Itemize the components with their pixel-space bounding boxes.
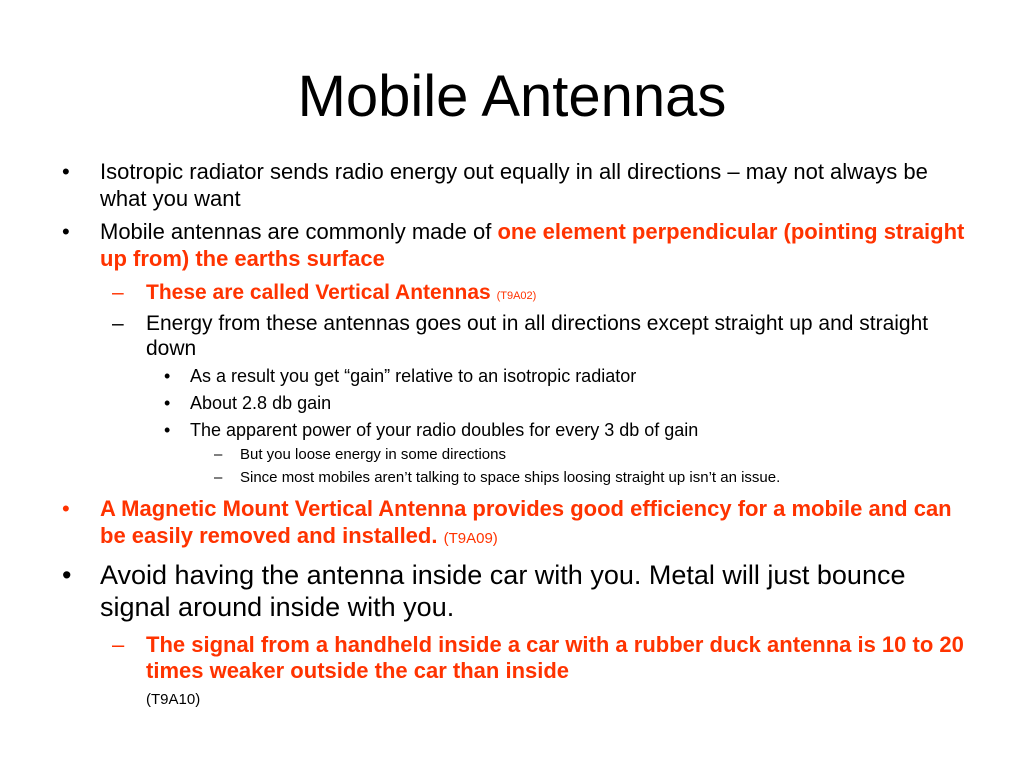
level3-item-power (164, 419, 970, 441)
bullet-lead-text: Mobile antennas are commonly made of (100, 219, 498, 244)
sub-bullet-vertical (112, 280, 976, 309)
sub-bullet-handheld (112, 632, 976, 713)
level3-item-gain (164, 365, 970, 387)
highlight-text: one element perpendicular (pointing straight up from) the earths surface (100, 219, 965, 271)
bullet-text: Isotropic radiator sends radio energy out equally in all directions – may not always be what you want (100, 159, 928, 211)
bullet-marker: • (62, 496, 70, 521)
level3-item-db (164, 392, 970, 414)
sub-bullet-text (146, 632, 976, 713)
bullet-isotropic (62, 158, 980, 212)
level4-item-space (214, 469, 1000, 487)
question-ref: (T9A10) (146, 691, 201, 708)
bullet-text: Avoid having the antenna inside car with you. Metal will just bounce signal around inside with you. (100, 560, 906, 622)
bullet-text (100, 495, 980, 552)
sub-bullet-text (146, 280, 976, 309)
dash-marker: – (214, 446, 223, 463)
bullet-marker: • (164, 420, 171, 440)
bullet-marker: • (62, 159, 70, 184)
dash-marker: – (214, 469, 223, 486)
level4-text: But you loose energy in some directions (240, 446, 506, 463)
highlight-text: A Magnetic Mount Vertical Antenna provides good efficiency for a mobile and can be easily removed and installed. (100, 496, 952, 548)
level4-item-loose (214, 446, 1000, 464)
bullet-magnetic-mount (62, 495, 980, 552)
dash-marker: – (112, 632, 125, 657)
level3-text: As a result you get “gain” relative to an isotropic radiator (190, 366, 637, 386)
sub-bullet-energy (112, 311, 976, 361)
bullet-avoid-inside (62, 559, 980, 623)
highlight-text: The signal from a handheld inside a car with a rubber duck antenna is 10 to 20 times weaker outside the car than inside (146, 632, 964, 683)
level3-text: About 2.8 db gain (190, 393, 332, 413)
bullet-marker: • (62, 219, 70, 244)
bullet-marker: • (62, 560, 72, 590)
dash-marker: – (112, 312, 124, 335)
level4-text: Since most mobiles aren’t talking to space ships loosing straight up isn’t an issue. (240, 469, 781, 486)
level3-text: The apparent power of your radio doubles for every 3 db of gain (190, 420, 699, 440)
highlight-text: These are called Vertical Antennas (146, 281, 491, 304)
question-ref: (T9A09) (443, 530, 498, 547)
bullet-marker: • (164, 366, 171, 386)
sub-bullet-text: Energy from these antennas goes out in all directions except straight up and straight down (146, 312, 929, 360)
bullet-marker: • (164, 393, 171, 413)
bullet-text (100, 218, 980, 272)
bullet-mobile-antennas (62, 218, 980, 272)
dash-marker: – (112, 281, 124, 304)
slide-title: Mobile Antennas (297, 64, 727, 129)
question-ref: (T9A02) (496, 290, 537, 302)
